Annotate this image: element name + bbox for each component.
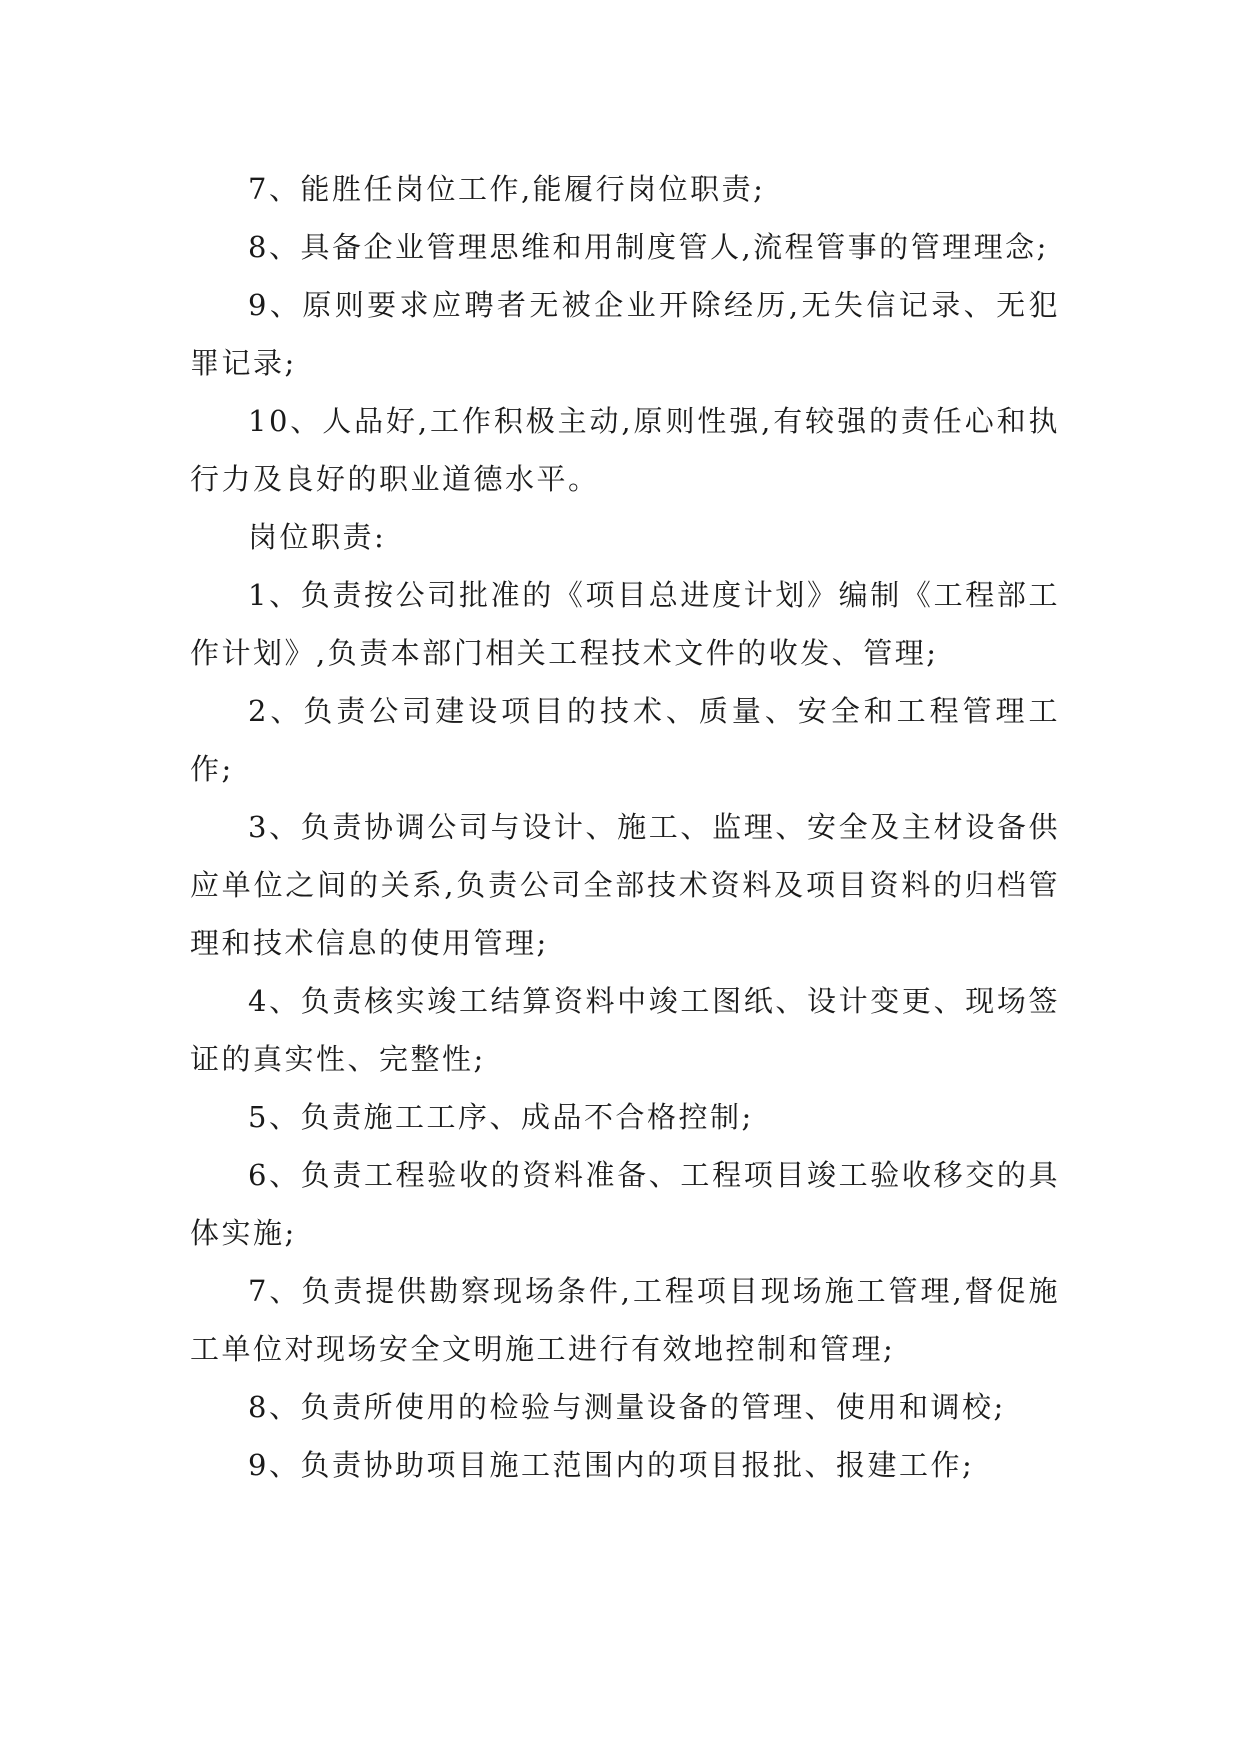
paragraph-duty-2: 2、负责公司建设项目的技术、质量、安全和工程管理工作; — [190, 694, 1060, 786]
paragraph-requirement-8: 8、具备企业管理思维和用制度管人,流程管事的管理理念; — [248, 230, 1049, 264]
paragraph-requirement-9: 9、原则要求应聘者无被企业开除经历,无失信记录、无犯罪记录; — [190, 288, 1060, 380]
paragraph-duty-1: 1、负责按公司批准的《项目总进度计划》编制《工程部工作计划》,负责本部门相关工程技术文件的收发、管理; — [190, 578, 1060, 670]
section-heading-duties: 岗位职责: — [248, 520, 387, 554]
document-body — [190, 160, 1060, 1494]
paragraph-duty-7: 7、负责提供勘察现场条件,工程项目现场施工管理,督促施工单位对现场安全文明施工进行有效地控制和管理; — [190, 1274, 1060, 1366]
paragraph-duty-3: 3、负责协调公司与设计、施工、监理、安全及主材设备供应单位之间的关系,负责公司全部技术资料及项目资料的归档管理和技术信息的使用管理; — [190, 810, 1060, 960]
paragraph-duty-8: 8、负责所使用的检验与测量设备的管理、使用和调校; — [248, 1390, 1006, 1424]
paragraph-requirement-10: 10、人品好,工作积极主动,原则性强,有较强的责任心和执行力及良好的职业道德水平。 — [190, 404, 1060, 496]
paragraph-duty-6: 6、负责工程验收的资料准备、工程项目竣工验收移交的具体实施; — [190, 1158, 1060, 1250]
paragraph-duty-4: 4、负责核实竣工结算资料中竣工图纸、设计变更、现场签证的真实性、完整性; — [190, 984, 1060, 1076]
paragraph-requirement-7: 7、能胜任岗位工作,能履行岗位职责; — [248, 172, 766, 206]
paragraph-duty-5: 5、负责施工工序、成品不合格控制; — [248, 1100, 754, 1134]
paragraph-duty-9: 9、负责协助项目施工范围内的项目报批、报建工作; — [248, 1448, 975, 1482]
